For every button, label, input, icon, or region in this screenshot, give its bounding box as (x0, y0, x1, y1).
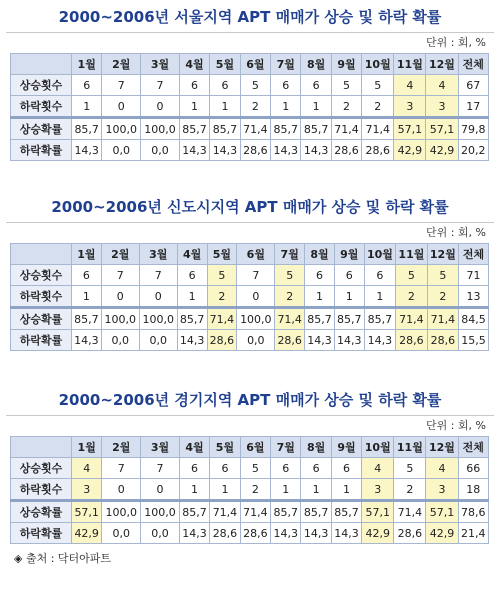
table-cell: 14,3 (271, 140, 301, 161)
table-cell: 71,4 (207, 308, 237, 330)
column-header: 7월 (271, 54, 301, 75)
newtown-table (10, 243, 489, 351)
table-cell: 6 (210, 458, 240, 479)
table-cell: 4 (72, 458, 102, 479)
column-header: 전체 (458, 54, 488, 75)
row-label: 상승횟수 (11, 265, 72, 286)
column-header: 4월 (177, 244, 207, 265)
table-cell: 6 (179, 458, 209, 479)
row-label: 하락확률 (11, 330, 72, 351)
table-cell: 42,9 (426, 523, 458, 544)
table-cell: 71,4 (240, 118, 270, 140)
table-cell: 85,7 (72, 308, 102, 330)
table-cell: 79,8 (458, 118, 488, 140)
table-cell: 14,3 (364, 330, 395, 351)
table-cell: 14,3 (72, 140, 102, 161)
table-cell: 2 (396, 286, 427, 308)
table-cell: 1 (331, 479, 361, 501)
column-header: 8월 (305, 244, 335, 265)
table-cell: 100,0 (102, 501, 141, 523)
table-cell: 85,7 (301, 118, 331, 140)
table-cell: 14,3 (334, 330, 364, 351)
table-cell: 78,6 (458, 501, 488, 523)
table-cell: 28,6 (207, 330, 237, 351)
table-cell: 0 (102, 479, 141, 501)
table-cell: 28,6 (240, 523, 270, 544)
unit-label: 단위 : 회, % (425, 36, 486, 49)
table-cell: 66 (458, 458, 488, 479)
table-cell: 2 (331, 96, 361, 118)
row-label: 하락횟수 (11, 286, 72, 308)
table-cell: 1 (334, 286, 364, 308)
header-row (11, 244, 489, 265)
table-row (11, 330, 489, 351)
table-row (11, 140, 489, 161)
table-cell: 3 (72, 479, 102, 501)
table-cell: 0,0 (141, 523, 180, 544)
table-cell: 7 (141, 458, 180, 479)
table-cell: 42,9 (426, 140, 458, 161)
table-row (11, 501, 489, 523)
header-corner (11, 437, 72, 458)
table-cell: 0 (141, 96, 180, 118)
column-header: 3월 (139, 244, 177, 265)
table-cell: 0 (101, 286, 139, 308)
table-cell: 6 (177, 265, 207, 286)
row-label: 상승횟수 (11, 75, 72, 96)
table-cell: 28,6 (331, 140, 361, 161)
table-cell: 1 (271, 96, 301, 118)
table-cell: 71,4 (210, 501, 240, 523)
gyeonggi-section (0, 383, 500, 597)
table-row (11, 96, 489, 118)
table-cell: 6 (72, 75, 102, 96)
table-cell: 0 (102, 96, 141, 118)
table-cell: 1 (364, 286, 395, 308)
table-cell: 6 (271, 458, 301, 479)
column-header: 7월 (275, 244, 305, 265)
table-cell: 6 (210, 75, 240, 96)
column-header: 3월 (141, 437, 180, 458)
table-cell: 85,7 (210, 118, 240, 140)
table-cell: 1 (271, 479, 301, 501)
column-header: 9월 (334, 244, 364, 265)
column-header: 9월 (331, 437, 361, 458)
row-label: 하락확률 (11, 140, 72, 161)
gyeonggi-table (10, 436, 489, 544)
column-header: 12월 (427, 244, 458, 265)
table-cell: 1 (179, 96, 209, 118)
table-cell: 14,3 (210, 140, 240, 161)
column-header: 4월 (179, 54, 209, 75)
table-row (11, 458, 489, 479)
column-header: 8월 (301, 437, 331, 458)
table-cell: 57,1 (394, 118, 426, 140)
table-cell: 0 (139, 286, 177, 308)
table-cell: 4 (426, 458, 458, 479)
column-header: 4월 (179, 437, 209, 458)
table-cell: 100,0 (141, 118, 180, 140)
row-label: 상승확률 (11, 118, 72, 140)
table-cell: 0,0 (141, 140, 180, 161)
table-cell: 2 (207, 286, 237, 308)
header-corner (11, 54, 72, 75)
table-cell: 1 (72, 96, 102, 118)
row-label: 상승확률 (11, 501, 72, 523)
table-cell: 71,4 (362, 118, 394, 140)
header-row (11, 54, 489, 75)
table-cell: 7 (139, 265, 177, 286)
table-cell: 1 (305, 286, 335, 308)
table-cell: 17 (458, 96, 488, 118)
row-label: 상승횟수 (11, 458, 72, 479)
table-cell: 7 (102, 458, 141, 479)
table-cell: 5 (394, 458, 426, 479)
table-cell: 57,1 (426, 501, 458, 523)
table-cell: 85,7 (271, 118, 301, 140)
unit-label: 단위 : 회, % (425, 226, 486, 239)
newtown-section (0, 190, 500, 383)
table-cell: 0,0 (102, 140, 141, 161)
table-cell: 85,7 (331, 501, 361, 523)
column-header: 전체 (458, 437, 488, 458)
table-cell: 84,5 (459, 308, 489, 330)
table-cell: 85,7 (364, 308, 395, 330)
table-cell: 0,0 (101, 330, 139, 351)
table-row (11, 286, 489, 308)
table-cell: 5 (207, 265, 237, 286)
table-row (11, 265, 489, 286)
table-cell: 14,3 (177, 330, 207, 351)
table-cell: 85,7 (271, 501, 301, 523)
column-header: 10월 (362, 54, 394, 75)
table-cell: 7 (237, 265, 275, 286)
table-cell: 6 (271, 75, 301, 96)
column-header: 11월 (396, 244, 427, 265)
table-cell: 4 (394, 75, 426, 96)
table-cell: 6 (364, 265, 395, 286)
table-cell: 1 (210, 96, 240, 118)
table-row (11, 523, 489, 544)
column-header: 전체 (459, 244, 489, 265)
table-cell: 1 (210, 479, 240, 501)
header-row (11, 437, 489, 458)
table-row (11, 308, 489, 330)
table-cell: 5 (427, 265, 458, 286)
table-cell: 71,4 (275, 308, 305, 330)
table-cell: 3 (426, 96, 458, 118)
table-cell: 42,9 (72, 523, 102, 544)
table-cell: 7 (101, 265, 139, 286)
table-cell: 6 (179, 75, 209, 96)
table-cell: 28,6 (275, 330, 305, 351)
table-cell: 85,7 (179, 501, 209, 523)
column-header: 7월 (271, 437, 301, 458)
column-header: 1월 (72, 437, 102, 458)
table-cell: 0,0 (237, 330, 275, 351)
seoul-section (0, 0, 500, 190)
row-label: 상승확률 (11, 308, 72, 330)
table-cell: 28,6 (396, 330, 427, 351)
header-corner (11, 244, 72, 265)
table-row (11, 118, 489, 140)
column-header: 6월 (240, 437, 270, 458)
table-cell: 6 (301, 458, 331, 479)
table-cell: 57,1 (72, 501, 102, 523)
table-cell: 5 (240, 75, 270, 96)
table-cell: 13 (459, 286, 489, 308)
column-header: 2월 (101, 244, 139, 265)
table-cell: 85,7 (177, 308, 207, 330)
table-cell: 4 (362, 458, 394, 479)
table-cell: 14,3 (72, 330, 102, 351)
table-cell: 71,4 (427, 308, 458, 330)
table-cell: 71 (459, 265, 489, 286)
table-cell: 21,4 (458, 523, 488, 544)
source-note: ◈ 출처 : 닥터아파트 (14, 552, 112, 565)
table-cell: 71,4 (394, 501, 426, 523)
column-header: 11월 (394, 54, 426, 75)
table-cell: 28,6 (362, 140, 394, 161)
table-cell: 5 (331, 75, 361, 96)
table-cell: 71,4 (240, 501, 270, 523)
row-label: 하락횟수 (11, 479, 72, 501)
row-label: 하락확률 (11, 523, 72, 544)
row-label: 하락횟수 (11, 96, 72, 118)
column-header: 12월 (426, 437, 458, 458)
table-cell: 2 (275, 286, 305, 308)
table-cell: 20,2 (458, 140, 488, 161)
column-header: 5월 (210, 437, 240, 458)
table-cell: 1 (179, 479, 209, 501)
table-cell: 100,0 (141, 501, 180, 523)
table-cell: 0,0 (139, 330, 177, 351)
table-cell: 1 (72, 286, 102, 308)
table-cell: 14,3 (271, 523, 301, 544)
table-row (11, 75, 489, 96)
column-header: 2월 (102, 54, 141, 75)
table-cell: 3 (394, 96, 426, 118)
table-cell: 100,0 (102, 118, 141, 140)
table-cell: 42,9 (394, 140, 426, 161)
table-cell: 6 (72, 265, 102, 286)
table-cell: 3 (426, 479, 458, 501)
column-header: 2월 (102, 437, 141, 458)
column-header: 11월 (394, 437, 426, 458)
table-cell: 6 (301, 75, 331, 96)
table-cell: 2 (240, 479, 270, 501)
table-cell: 6 (331, 458, 361, 479)
table-cell: 4 (426, 75, 458, 96)
table-cell: 2 (394, 479, 426, 501)
table-cell: 28,6 (210, 523, 240, 544)
column-header: 3월 (141, 54, 180, 75)
table-cell: 7 (141, 75, 180, 96)
table-cell: 5 (362, 75, 394, 96)
table-cell: 100,0 (139, 308, 177, 330)
table-cell: 28,6 (394, 523, 426, 544)
table-cell: 7 (102, 75, 141, 96)
table-cell: 100,0 (101, 308, 139, 330)
table-cell: 1 (301, 96, 331, 118)
table-cell: 14,3 (331, 523, 361, 544)
table-cell: 0,0 (102, 523, 141, 544)
table-cell: 71,4 (396, 308, 427, 330)
table-cell: 67 (458, 75, 488, 96)
table-cell: 5 (240, 458, 270, 479)
table-cell: 85,7 (72, 118, 102, 140)
table-cell: 14,3 (179, 140, 209, 161)
table-cell: 2 (362, 96, 394, 118)
column-header: 8월 (301, 54, 331, 75)
table-cell: 14,3 (179, 523, 209, 544)
table-cell: 57,1 (426, 118, 458, 140)
table-cell: 2 (240, 96, 270, 118)
column-header: 10월 (362, 437, 394, 458)
column-header: 6월 (240, 54, 270, 75)
gyeonggi-title: 2000~2006년 경기지역 APT 매매가 상승 및 하락 확률 (58, 391, 442, 409)
column-header: 5월 (207, 244, 237, 265)
table-cell: 14,3 (305, 330, 335, 351)
table-cell: 85,7 (334, 308, 364, 330)
table-cell: 15,5 (459, 330, 489, 351)
column-header: 9월 (331, 54, 361, 75)
table-cell: 71,4 (331, 118, 361, 140)
table-cell: 28,6 (240, 140, 270, 161)
column-header: 1월 (72, 244, 102, 265)
table-cell: 57,1 (362, 501, 394, 523)
table-cell: 85,7 (301, 501, 331, 523)
seoul-title: 2000~2006년 서울지역 APT 매매가 상승 및 하락 확률 (58, 8, 442, 26)
table-cell: 6 (305, 265, 335, 286)
table-cell: 1 (177, 286, 207, 308)
table-cell: 3 (362, 479, 394, 501)
table-cell: 85,7 (305, 308, 335, 330)
table-cell: 0 (141, 479, 180, 501)
table-cell: 14,3 (301, 140, 331, 161)
column-header: 12월 (426, 54, 458, 75)
column-header: 1월 (72, 54, 102, 75)
table-cell: 100,0 (237, 308, 275, 330)
table-cell: 0 (237, 286, 275, 308)
table-cell: 6 (334, 265, 364, 286)
column-header: 6월 (237, 244, 275, 265)
table-cell: 5 (275, 265, 305, 286)
table-cell: 1 (301, 479, 331, 501)
table-row (11, 479, 489, 501)
table-cell: 28,6 (427, 330, 458, 351)
column-header: 5월 (210, 54, 240, 75)
table-cell: 18 (458, 479, 488, 501)
table-cell: 85,7 (179, 118, 209, 140)
table-cell: 2 (427, 286, 458, 308)
table-cell: 14,3 (301, 523, 331, 544)
column-header: 10월 (364, 244, 395, 265)
table-cell: 42,9 (362, 523, 394, 544)
newtown-title: 2000~2006년 신도시지역 APT 매매가 상승 및 하락 확률 (51, 198, 449, 216)
unit-label: 단위 : 회, % (425, 419, 486, 432)
seoul-table (10, 53, 489, 161)
table-cell: 5 (396, 265, 427, 286)
